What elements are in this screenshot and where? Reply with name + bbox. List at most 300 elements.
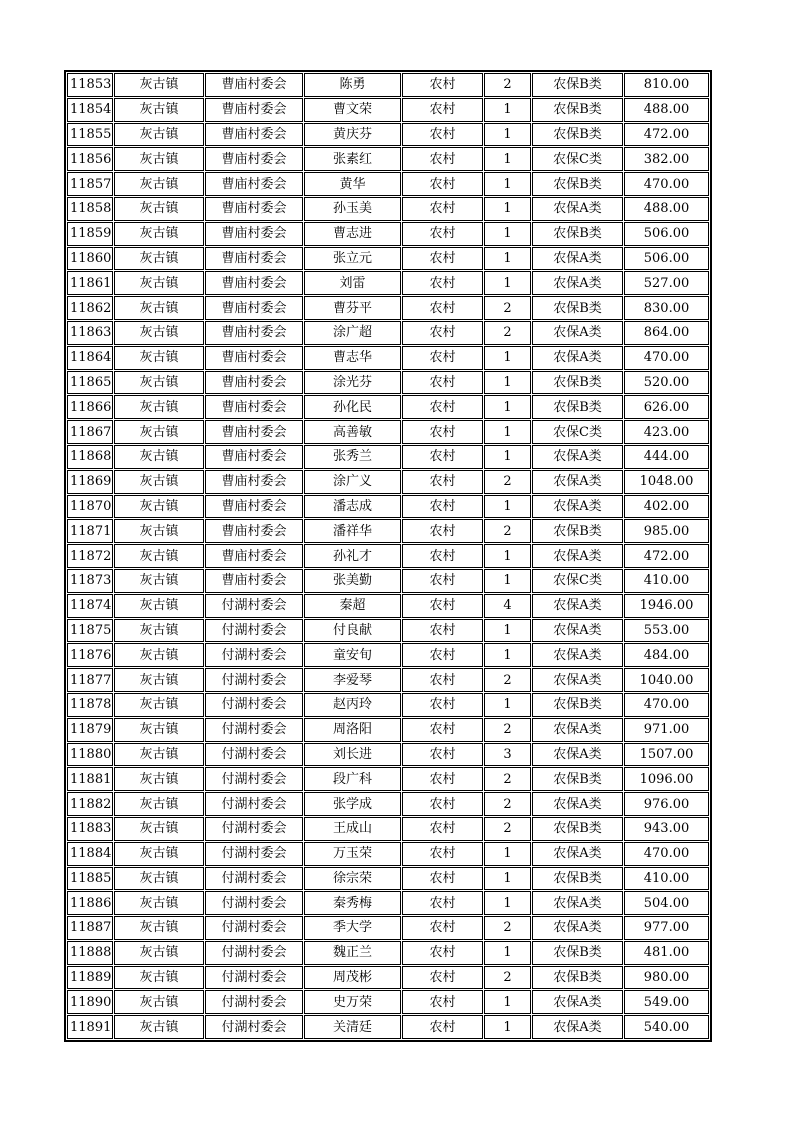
cell-residence-type: 农村 [402,966,483,990]
cell-amount: 472.00 [624,544,709,568]
cell-town: 灰古镇 [114,693,204,717]
cell-insurance-category: 农保B类 [532,767,623,791]
cell-person-name: 张素红 [304,147,401,171]
cell-person-name: 曹志进 [304,222,401,246]
cell-town: 灰古镇 [114,247,204,271]
cell-residence-type: 农村 [402,990,483,1014]
cell-serial-number: 11871 [67,519,113,543]
cell-amount: 506.00 [624,222,709,246]
cell-person-count: 1 [484,395,531,419]
cell-insurance-category: 农保A类 [532,668,623,692]
cell-insurance-category: 农保C类 [532,147,623,171]
cell-person-count: 2 [484,519,531,543]
cell-person-name: 万玉荣 [304,842,401,866]
cell-town: 灰古镇 [114,767,204,791]
cell-residence-type: 农村 [402,519,483,543]
cell-town: 灰古镇 [114,271,204,295]
cell-amount: 977.00 [624,916,709,940]
cell-village-committee: 付湖村委会 [205,792,303,816]
cell-insurance-category: 农保A类 [532,718,623,742]
cell-residence-type: 农村 [402,395,483,419]
cell-residence-type: 农村 [402,247,483,271]
cell-residence-type: 农村 [402,891,483,915]
cell-town: 灰古镇 [114,891,204,915]
cell-village-committee: 付湖村委会 [205,718,303,742]
table-row [67,643,709,667]
cell-insurance-category: 农保A类 [532,495,623,519]
cell-residence-type: 农村 [402,197,483,221]
cell-insurance-category: 农保B类 [532,693,623,717]
cell-residence-type: 农村 [402,668,483,692]
cell-amount: 488.00 [624,98,709,122]
cell-serial-number: 11880 [67,743,113,767]
cell-serial-number: 11865 [67,371,113,395]
table-row [67,123,709,147]
cell-amount: 410.00 [624,867,709,891]
cell-insurance-category: 农保A类 [532,1015,623,1039]
cell-serial-number: 11853 [67,73,113,97]
cell-person-name: 涂广超 [304,321,401,345]
cell-amount: 810.00 [624,73,709,97]
cell-serial-number: 11867 [67,420,113,444]
cell-village-committee: 曹庙村委会 [205,271,303,295]
cell-village-committee: 曹庙村委会 [205,445,303,469]
cell-serial-number: 11878 [67,693,113,717]
cell-village-committee: 付湖村委会 [205,941,303,965]
cell-insurance-category: 农保A类 [532,594,623,618]
cell-serial-number: 11874 [67,594,113,618]
cell-town: 灰古镇 [114,321,204,345]
cell-village-committee: 曹庙村委会 [205,123,303,147]
cell-insurance-category: 农保A类 [532,990,623,1014]
table-row [67,197,709,221]
cell-amount: 980.00 [624,966,709,990]
table-row [67,817,709,841]
cell-serial-number: 11859 [67,222,113,246]
cell-insurance-category: 农保B类 [532,371,623,395]
cell-person-name: 高善敏 [304,420,401,444]
cell-amount: 527.00 [624,271,709,295]
cell-village-committee: 曹庙村委会 [205,172,303,196]
cell-residence-type: 农村 [402,495,483,519]
table-row [67,594,709,618]
cell-person-name: 张立元 [304,247,401,271]
cell-person-name: 史万荣 [304,990,401,1014]
table-row [67,966,709,990]
table-row [67,941,709,965]
cell-person-count: 1 [484,420,531,444]
cell-person-count: 1 [484,271,531,295]
cell-insurance-category: 农保A类 [532,842,623,866]
cell-serial-number: 11869 [67,470,113,494]
cell-insurance-category: 农保A类 [532,445,623,469]
cell-person-name: 刘长进 [304,743,401,767]
cell-insurance-category: 农保B类 [532,519,623,543]
cell-amount: 830.00 [624,296,709,320]
cell-town: 灰古镇 [114,594,204,618]
cell-residence-type: 农村 [402,371,483,395]
cell-person-name: 赵丙玲 [304,693,401,717]
cell-village-committee: 曹庙村委会 [205,346,303,370]
table-row [67,445,709,469]
cell-insurance-category: 农保A类 [532,346,623,370]
cell-amount: 1946.00 [624,594,709,618]
cell-person-name: 关清廷 [304,1015,401,1039]
cell-insurance-category: 农保A类 [532,891,623,915]
cell-residence-type: 农村 [402,123,483,147]
cell-residence-type: 农村 [402,916,483,940]
cell-amount: 423.00 [624,420,709,444]
cell-town: 灰古镇 [114,371,204,395]
cell-insurance-category: 农保A类 [532,321,623,345]
cell-village-committee: 付湖村委会 [205,817,303,841]
cell-residence-type: 农村 [402,544,483,568]
cell-amount: 470.00 [624,693,709,717]
cell-person-name: 季大学 [304,916,401,940]
cell-serial-number: 11872 [67,544,113,568]
table-row [67,792,709,816]
table-row [67,916,709,940]
cell-person-count: 1 [484,1015,531,1039]
cell-insurance-category: 农保A类 [532,619,623,643]
cell-insurance-category: 农保A类 [532,916,623,940]
table-row [67,544,709,568]
cell-amount: 488.00 [624,197,709,221]
cell-person-name: 张美勤 [304,569,401,593]
cell-person-count: 1 [484,867,531,891]
cell-amount: 481.00 [624,941,709,965]
cell-serial-number: 11887 [67,916,113,940]
cell-village-committee: 曹庙村委会 [205,544,303,568]
cell-insurance-category: 农保A类 [532,197,623,221]
cell-village-committee: 付湖村委会 [205,643,303,667]
table-row [67,420,709,444]
cell-person-count: 1 [484,445,531,469]
cell-person-name: 徐宗荣 [304,867,401,891]
cell-town: 灰古镇 [114,792,204,816]
cell-serial-number: 11883 [67,817,113,841]
cell-person-name: 王成山 [304,817,401,841]
table-row [67,296,709,320]
cell-village-committee: 曹庙村委会 [205,98,303,122]
cell-town: 灰古镇 [114,98,204,122]
table-sheet [64,70,712,1042]
cell-person-count: 1 [484,941,531,965]
cell-person-count: 1 [484,98,531,122]
table-row [67,395,709,419]
cell-person-count: 1 [484,371,531,395]
cell-person-count: 2 [484,73,531,97]
cell-serial-number: 11875 [67,619,113,643]
cell-person-count: 1 [484,172,531,196]
cell-town: 灰古镇 [114,147,204,171]
cell-amount: 943.00 [624,817,709,841]
cell-person-name: 潘祥华 [304,519,401,543]
cell-village-committee: 付湖村委会 [205,1015,303,1039]
cell-residence-type: 农村 [402,718,483,742]
cell-person-name: 潘志成 [304,495,401,519]
cell-serial-number: 11891 [67,1015,113,1039]
cell-town: 灰古镇 [114,495,204,519]
cell-residence-type: 农村 [402,842,483,866]
table-row [67,519,709,543]
table-row [67,619,709,643]
cell-residence-type: 农村 [402,767,483,791]
cell-village-committee: 曹庙村委会 [205,470,303,494]
cell-person-name: 陈勇 [304,73,401,97]
cell-serial-number: 11870 [67,495,113,519]
cell-village-committee: 曹庙村委会 [205,395,303,419]
table-row [67,693,709,717]
cell-amount: 985.00 [624,519,709,543]
cell-person-count: 1 [484,544,531,568]
cell-amount: 626.00 [624,395,709,419]
cell-amount: 1507.00 [624,743,709,767]
cell-person-name: 黄庆芬 [304,123,401,147]
cell-person-count: 1 [484,147,531,171]
cell-village-committee: 曹庙村委会 [205,569,303,593]
cell-amount: 470.00 [624,172,709,196]
cell-village-committee: 付湖村委会 [205,966,303,990]
cell-residence-type: 农村 [402,594,483,618]
cell-residence-type: 农村 [402,619,483,643]
cell-residence-type: 农村 [402,817,483,841]
cell-person-count: 1 [484,197,531,221]
cell-village-committee: 付湖村委会 [205,867,303,891]
cell-person-name: 魏正兰 [304,941,401,965]
cell-person-count: 1 [484,990,531,1014]
pension-table-body [67,73,709,1039]
cell-person-count: 1 [484,247,531,271]
cell-amount: 504.00 [624,891,709,915]
cell-person-name: 段广科 [304,767,401,791]
cell-serial-number: 11856 [67,147,113,171]
cell-serial-number: 11858 [67,197,113,221]
table-row [67,867,709,891]
cell-village-committee: 付湖村委会 [205,916,303,940]
cell-person-name: 孙化民 [304,395,401,419]
cell-town: 灰古镇 [114,222,204,246]
cell-residence-type: 农村 [402,941,483,965]
cell-village-committee: 付湖村委会 [205,594,303,618]
cell-serial-number: 11854 [67,98,113,122]
cell-amount: 971.00 [624,718,709,742]
cell-amount: 506.00 [624,247,709,271]
cell-person-count: 2 [484,470,531,494]
cell-village-committee: 曹庙村委会 [205,247,303,271]
cell-serial-number: 11866 [67,395,113,419]
cell-serial-number: 11860 [67,247,113,271]
cell-insurance-category: 农保B类 [532,73,623,97]
cell-town: 灰古镇 [114,941,204,965]
cell-amount: 1040.00 [624,668,709,692]
cell-village-committee: 曹庙村委会 [205,222,303,246]
cell-serial-number: 11885 [67,867,113,891]
cell-amount: 976.00 [624,792,709,816]
cell-residence-type: 农村 [402,271,483,295]
cell-village-committee: 曹庙村委会 [205,73,303,97]
cell-residence-type: 农村 [402,222,483,246]
cell-insurance-category: 农保B类 [532,867,623,891]
cell-person-count: 1 [484,123,531,147]
cell-town: 灰古镇 [114,817,204,841]
cell-town: 灰古镇 [114,842,204,866]
cell-town: 灰古镇 [114,867,204,891]
cell-town: 灰古镇 [114,470,204,494]
cell-serial-number: 11889 [67,966,113,990]
cell-person-count: 2 [484,966,531,990]
cell-residence-type: 农村 [402,693,483,717]
cell-town: 灰古镇 [114,519,204,543]
cell-person-name: 李爱琴 [304,668,401,692]
table-row [67,767,709,791]
cell-serial-number: 11886 [67,891,113,915]
cell-town: 灰古镇 [114,123,204,147]
cell-village-committee: 曹庙村委会 [205,197,303,221]
cell-town: 灰古镇 [114,296,204,320]
cell-town: 灰古镇 [114,544,204,568]
cell-town: 灰古镇 [114,966,204,990]
cell-village-committee: 曹庙村委会 [205,321,303,345]
table-row [67,1015,709,1039]
cell-village-committee: 付湖村委会 [205,842,303,866]
pension-records-table [64,70,712,1042]
table-row [67,495,709,519]
cell-town: 灰古镇 [114,743,204,767]
table-row [67,668,709,692]
cell-serial-number: 11877 [67,668,113,692]
cell-insurance-category: 农保A类 [532,544,623,568]
cell-insurance-category: 农保B类 [532,123,623,147]
cell-person-count: 1 [484,619,531,643]
cell-village-committee: 付湖村委会 [205,693,303,717]
cell-town: 灰古镇 [114,445,204,469]
cell-serial-number: 11864 [67,346,113,370]
cell-insurance-category: 农保C类 [532,569,623,593]
cell-person-count: 2 [484,296,531,320]
cell-person-count: 1 [484,495,531,519]
cell-insurance-category: 农保B类 [532,817,623,841]
cell-amount: 472.00 [624,123,709,147]
table-row [67,470,709,494]
cell-serial-number: 11882 [67,792,113,816]
cell-town: 灰古镇 [114,668,204,692]
cell-residence-type: 农村 [402,643,483,667]
cell-serial-number: 11873 [67,569,113,593]
cell-insurance-category: 农保A类 [532,743,623,767]
cell-person-name: 刘雷 [304,271,401,295]
cell-residence-type: 农村 [402,445,483,469]
cell-residence-type: 农村 [402,420,483,444]
cell-residence-type: 农村 [402,73,483,97]
cell-village-committee: 付湖村委会 [205,767,303,791]
cell-person-count: 1 [484,693,531,717]
cell-village-committee: 曹庙村委会 [205,420,303,444]
cell-residence-type: 农村 [402,867,483,891]
cell-residence-type: 农村 [402,296,483,320]
cell-serial-number: 11857 [67,172,113,196]
cell-village-committee: 付湖村委会 [205,668,303,692]
cell-person-count: 2 [484,668,531,692]
cell-residence-type: 农村 [402,569,483,593]
cell-person-count: 1 [484,643,531,667]
cell-insurance-category: 农保B类 [532,296,623,320]
cell-person-name: 涂光芬 [304,371,401,395]
table-row [67,321,709,345]
cell-serial-number: 11862 [67,296,113,320]
cell-insurance-category: 农保B类 [532,98,623,122]
cell-town: 灰古镇 [114,718,204,742]
cell-person-name: 黄华 [304,172,401,196]
table-row [67,842,709,866]
cell-town: 灰古镇 [114,172,204,196]
cell-person-count: 1 [484,842,531,866]
cell-town: 灰古镇 [114,643,204,667]
cell-residence-type: 农村 [402,743,483,767]
cell-insurance-category: 农保A类 [532,643,623,667]
cell-village-committee: 付湖村委会 [205,990,303,1014]
cell-insurance-category: 农保B类 [532,172,623,196]
table-row [67,346,709,370]
table-row [67,172,709,196]
cell-insurance-category: 农保A类 [532,271,623,295]
cell-amount: 1048.00 [624,470,709,494]
cell-person-name: 孙礼才 [304,544,401,568]
table-row [67,222,709,246]
cell-village-committee: 曹庙村委会 [205,296,303,320]
cell-amount: 470.00 [624,346,709,370]
cell-town: 灰古镇 [114,619,204,643]
cell-person-count: 2 [484,817,531,841]
table-row [67,891,709,915]
cell-person-count: 2 [484,916,531,940]
table-row [67,98,709,122]
cell-serial-number: 11861 [67,271,113,295]
cell-serial-number: 11855 [67,123,113,147]
cell-person-count: 1 [484,891,531,915]
cell-amount: 402.00 [624,495,709,519]
cell-town: 灰古镇 [114,346,204,370]
cell-town: 灰古镇 [114,569,204,593]
cell-amount: 470.00 [624,842,709,866]
table-row [67,371,709,395]
cell-amount: 410.00 [624,569,709,593]
cell-amount: 549.00 [624,990,709,1014]
cell-person-name: 童安旬 [304,643,401,667]
cell-village-committee: 付湖村委会 [205,619,303,643]
cell-person-name: 周茂彬 [304,966,401,990]
cell-town: 灰古镇 [114,916,204,940]
cell-person-name: 涂广义 [304,470,401,494]
cell-serial-number: 11863 [67,321,113,345]
cell-person-count: 4 [484,594,531,618]
table-row [67,147,709,171]
cell-person-count: 2 [484,321,531,345]
cell-person-name: 秦秀梅 [304,891,401,915]
cell-person-count: 2 [484,792,531,816]
cell-amount: 864.00 [624,321,709,345]
cell-serial-number: 11881 [67,767,113,791]
cell-person-name: 周洛阳 [304,718,401,742]
table-row [67,247,709,271]
cell-town: 灰古镇 [114,420,204,444]
cell-residence-type: 农村 [402,346,483,370]
cell-serial-number: 11890 [67,990,113,1014]
table-row [67,743,709,767]
table-row [67,990,709,1014]
cell-amount: 520.00 [624,371,709,395]
cell-residence-type: 农村 [402,98,483,122]
